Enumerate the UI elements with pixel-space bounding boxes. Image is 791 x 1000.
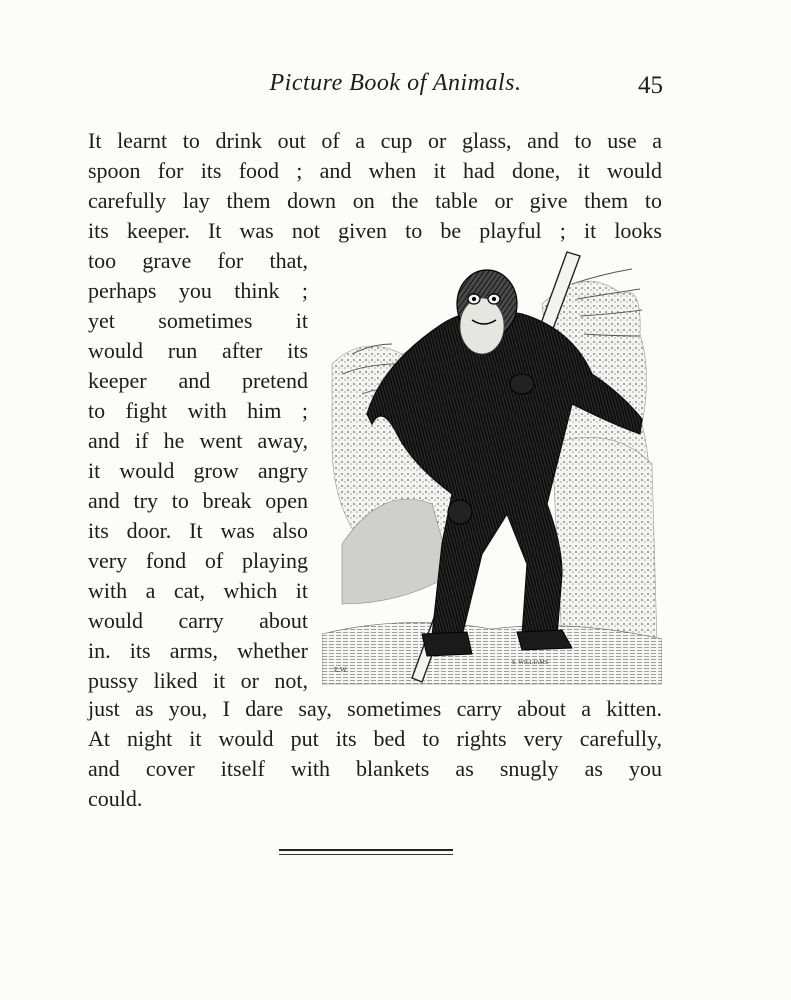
text-line: with a cat, which it xyxy=(88,578,308,603)
end-ornament-rule xyxy=(279,849,453,857)
text-line: would run after its xyxy=(88,338,308,363)
text-line: its door. It was also xyxy=(88,518,308,543)
text-line: to fight with him ; xyxy=(88,398,308,423)
text-line: carefully lay them down on the table or give them to xyxy=(88,188,662,213)
text-line: keeper and pretend xyxy=(88,368,308,393)
orangutan-engraving xyxy=(322,244,662,688)
text-line: could. xyxy=(88,786,143,811)
text-line: yet sometimes it xyxy=(88,308,308,333)
orangutan-illustration xyxy=(322,244,662,688)
text-line: in. its arms, whether xyxy=(88,638,308,663)
text-line: and if he went away, xyxy=(88,428,308,453)
text-line: and cover itself with blankets as snugly as you xyxy=(88,756,662,781)
text-line: and try to break open xyxy=(88,488,308,513)
text-line: it would grow angry xyxy=(88,458,308,483)
text-line: just as you, I dare say, sometimes carry about a kitten. xyxy=(88,696,662,721)
rule-line xyxy=(279,854,453,855)
ground xyxy=(322,623,662,684)
rule-line xyxy=(279,849,453,851)
text-line: its keeper. It was not given to be playful ; it looks xyxy=(88,218,662,243)
text-line: pussy liked it or not, xyxy=(88,668,308,693)
text-line: perhaps you think ; xyxy=(88,278,308,303)
text-line: would carry about xyxy=(88,608,308,633)
engraver-signature: S. WILLIAMS xyxy=(512,660,549,666)
text-line: It learnt to drink out of a cup or glass, and to use a xyxy=(88,128,662,153)
text-line: too grave for that, xyxy=(88,248,308,273)
page-number: 45 xyxy=(638,72,663,99)
running-title: Picture Book of Animals. xyxy=(269,70,522,96)
text-line: very fond of playing xyxy=(88,548,308,573)
monogram-mark: E.W. xyxy=(334,666,348,674)
text-line: spoon for its food ; and when it had done, it would xyxy=(88,158,662,183)
text-line: At night it would put its bed to rights very carefully, xyxy=(88,726,662,751)
